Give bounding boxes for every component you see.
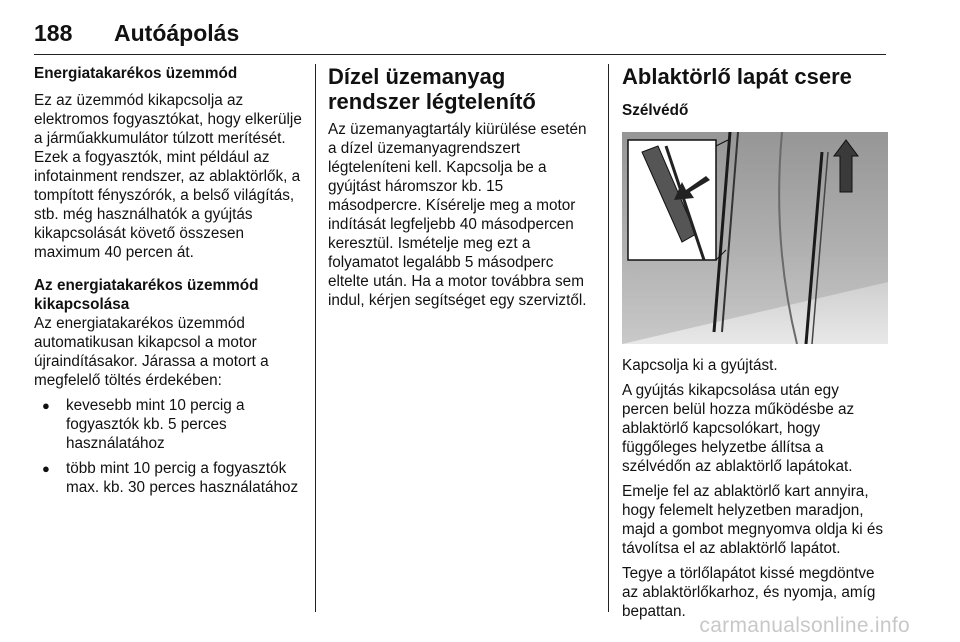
paragraph: Tegye a törlőlapátot kissé megdöntve az ablaktörlőkarhoz, és nyomja, amíg bepattan. — [622, 565, 876, 620]
section-heading-energy-saving: Energiatakarékos üzemmód — [34, 65, 238, 82]
paragraph: Az üzemanyagtartály kiürülése esetén a dízel üzemanyagrendszert légteleníteni kell. Kapcsolja be a gyújtást háromszor kb. 15 másodpercre. Kísérelje meg a motor indítását legfeljebb 40 másodpercen keresztül. Ismételje meg ezt a folyamatot legalább 5 másodperc eltelte után. Ha a motor továbbra sem indul, kérjen segítséget egy szerviztől. — [328, 121, 587, 309]
column-divider — [608, 64, 609, 612]
wiper-illustration-svg — [622, 132, 888, 344]
chapter-title: Autóápolás — [114, 20, 240, 46]
list-item-text: több mint 10 percig a fogyasztók max. kb. 30 perces használatához — [66, 460, 299, 496]
paragraph: Emelje fel az ablaktörlő kart annyira, hogy felemelt helyzetben maradjon, majd a gombot megnyomva oldja ki és távolítsa el az ablaktörlő lapátot. — [622, 483, 884, 557]
wiper-blade-illustration — [622, 132, 888, 344]
list-item — [34, 396, 302, 453]
column-diesel-bleeding — [328, 64, 594, 310]
section-heading-diesel: Dízel üzemanyag rendszer légtelenítő — [328, 64, 536, 114]
bullet-icon: ● — [42, 461, 50, 476]
paragraph: A gyújtás kikapcsolása után egy percen belül hozza működésbe az ablaktörlő kapcsolókart, hogy függőleges helyzetbe állítsa a szélvédőn az ablaktörlő lapátokat. — [622, 382, 855, 475]
subsection-heading: Az energiatakarékos üzemmód kikapcsolása — [34, 277, 259, 313]
paragraph: Kapcsolja ki a gyújtást. — [622, 357, 778, 374]
list-item-text: kevesebb mint 10 percig a fogyasztók kb. 5 perces használatához — [66, 397, 245, 452]
list-item — [34, 459, 302, 497]
paragraph: Az energiatakarékos üzemmód automatikusan kikapcsol a motor újraindításakor. Járassa a motort a megfelelő töltés érdekében: — [34, 315, 269, 389]
section-heading-wiper: Ablaktörlő lapát csere — [622, 64, 852, 89]
column-divider — [315, 64, 316, 612]
column-wiper-blade — [622, 64, 888, 621]
watermark-text: carmanualsonline.info — [699, 614, 910, 637]
page-header — [34, 20, 886, 55]
bullet-icon: ● — [42, 398, 50, 413]
page-number: 188 — [34, 20, 73, 46]
paragraph: Ez az üzemmód kikapcsolja az elektromos fogyasztókat, hogy elkerülje a járműakkumulátor túlzott merítését. Ezek a fogyasztók, mint például az infotainment rendszer, az ablaktörlők, a tompított fényszórók, a belső világítás, stb. még használhatók a gyújtás kikapcsolását követő összesen maximum 40 percen át. — [34, 92, 302, 261]
column-energy-saving — [34, 64, 302, 497]
subsection-heading-windscreen: Szélvédő — [622, 102, 689, 119]
